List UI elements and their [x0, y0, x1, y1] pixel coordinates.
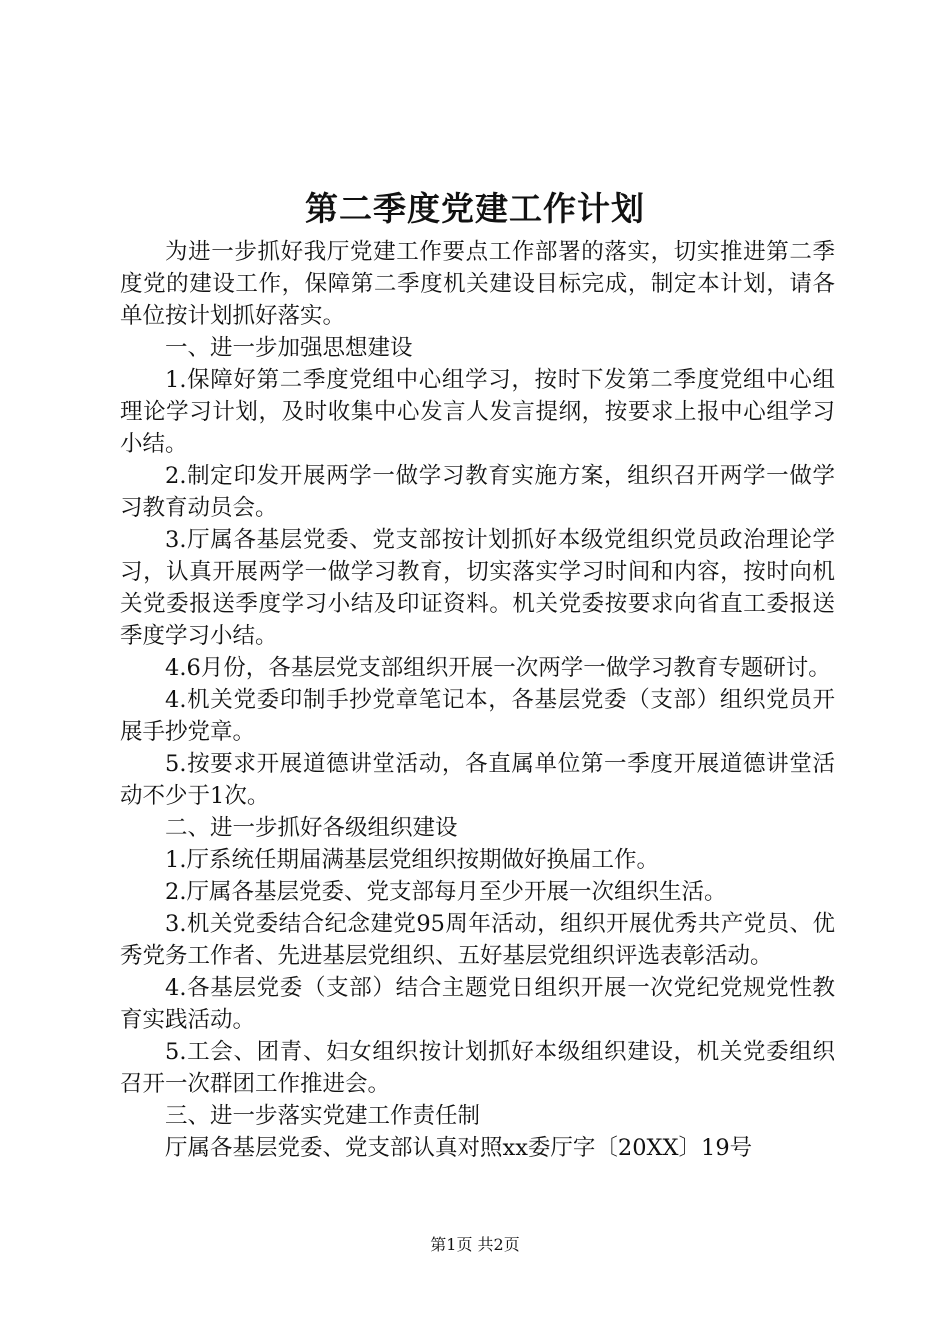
section-heading-1: 一、进一步加强思想建设: [165, 335, 413, 361]
section-3-paragraph: 厅属各基层党委、党支部认真对照xx委厅字〔20XX〕19号: [165, 1135, 753, 1161]
section-1-item-4a: 4.6月份，各基层党支部组织开展一次两学一做学习教育专题研讨。: [165, 655, 831, 681]
document-title: 第二季度党建工作计划: [305, 189, 645, 228]
section-1-item-1: 1.保障好第二季度党组中心组学习，按时下发第二季度党组中心组理论学习计划，及时收集中心发言人发言提纲，按要求上报中心组学习小结。: [120, 367, 835, 457]
intro-paragraph: 为进一步抓好我厅党建工作要点工作部署的落实，切实推进第二季度党的建设工作，保障第二季度机关建设目标完成，制定本计划，请各单位按计划抓好落实。: [120, 239, 835, 329]
section-heading-3: 三、进一步落实党建工作责任制: [165, 1103, 481, 1129]
page-footer: 第1页 共2页: [430, 1235, 520, 1254]
section-2-item-4: 4.各基层党委（支部）结合主题党日组织开展一次党纪党规党性教育实践活动。: [120, 975, 835, 1033]
section-1-item-2: 2.制定印发开展两学一做学习教育实施方案，组织召开两学一做学习教育动员会。: [120, 463, 835, 521]
section-2-item-5: 5.工会、团青、妇女组织按计划抓好本级组织建设，机关党委组织召开一次群团工作推进会。: [120, 1039, 835, 1097]
section-2-item-1: 1.厅系统任期届满基层党组织按期做好换届工作。: [165, 847, 659, 873]
section-1-item-5: 5.按要求开展道德讲堂活动，各直属单位第一季度开展道德讲堂活动不少于1次。: [120, 751, 835, 809]
section-1-item-4b: 4.机关党委印制手抄党章笔记本，各基层党委（支部）组织党员开展手抄党章。: [120, 687, 835, 745]
section-2-item-2: 2.厅属各基层党委、党支部每月至少开展一次组织生活。: [165, 879, 727, 905]
section-1-item-3: 3.厅属各基层党委、党支部按计划抓好本级党组织党员政治理论学习，认真开展两学一做学习教育，切实落实学习时间和内容，按时向机关党委报送季度学习小结及印证资料。机关党委按要求向省直工委报送季度学习小结。: [120, 527, 835, 649]
section-heading-2: 二、进一步抓好各级组织建设: [165, 815, 458, 841]
document-body: [120, 236, 835, 1164]
section-2-item-3: 3.机关党委结合纪念建党95周年活动，组织开展优秀共产党员、优秀党务工作者、先进基层党组织、五好基层党组织评选表彰活动。: [120, 911, 835, 969]
